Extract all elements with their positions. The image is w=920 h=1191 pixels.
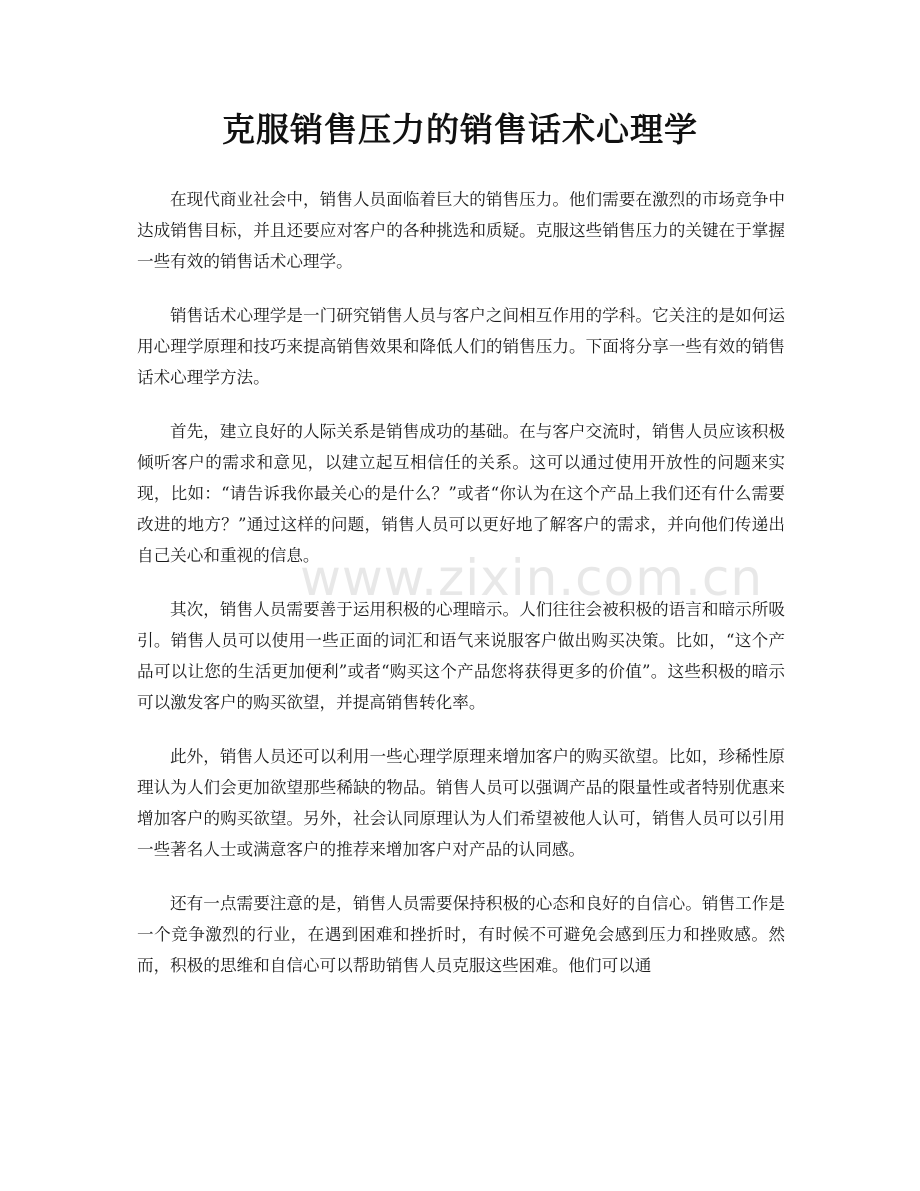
document-body xyxy=(137,184,785,1004)
paragraph-6: 还有一点需要注意的是，销售人员需要保持积极的心态和良好的自信心。销售工作是一个竞争激烈的行业，在遇到困难和挫折时，有时候不可避免会感到压力和挫败感。然而，积极的思维和自信心可以帮助销售人员克服这些困难。他们可以通 xyxy=(137,894,785,975)
watermark: www.zixin.com.cn xyxy=(300,549,764,607)
paragraph-1: 在现代商业社会中，销售人员面临着巨大的销售压力。他们需要在激烈的市场竞争中达成销售目标，并且还要应对客户的各种挑选和质疑。克服这些销售压力的关键在于掌握一些有效的销售话术心理学。 xyxy=(137,190,785,271)
paragraph-3: 首先，建立良好的人际关系是销售成功的基础。在与客户交流时，销售人员应该积极倾听客户的需求和意见，以建立起互相信任的关系。这可以通过使用开放性的问题来实现，比如：“请告诉我你最关心的是什么？”或者“你认为在这个产品上我们还有什么需要改进的地方？”通过这样的问题，销售人员可以更好地了解客户的需求，并向他们传递出自己关心和重视的信息。 xyxy=(137,422,785,565)
paragraph-5: 此外，销售人员还可以利用一些心理学原理来增加客户的购买欲望。比如，珍稀性原理认为人们会更加欲望那些稀缺的物品。销售人员可以强调产品的限量性或者特别优惠来增加客户的购买欲望。另外，社会认同原理认为人们希望被他人认可，销售人员可以引用一些著名人士或满意客户的推荐来增加客户对产品的认同感。 xyxy=(137,747,785,859)
paragraph-4: 其次，销售人员需要善于运用积极的心理暗示。人们往往会被积极的语言和暗示所吸引。销售人员可以使用一些正面的词汇和语气来说服客户做出购买决策。比如，“这个产品可以让您的生活更加便利”或者“购买这个产品您将获得更多的价值”。这些积极的暗示可以激发客户的购买欲望，并提高销售转化率。 xyxy=(137,600,785,712)
paragraph-2: 销售话术心理学是一门研究销售人员与客户之间相互作用的学科。它关注的是如何运用心理学原理和技巧来提高销售效果和降低人们的销售压力。下面将分享一些有效的销售话术心理学方法。 xyxy=(137,306,785,387)
document-title: 克服销售压力的销售话术心理学 xyxy=(222,110,698,149)
